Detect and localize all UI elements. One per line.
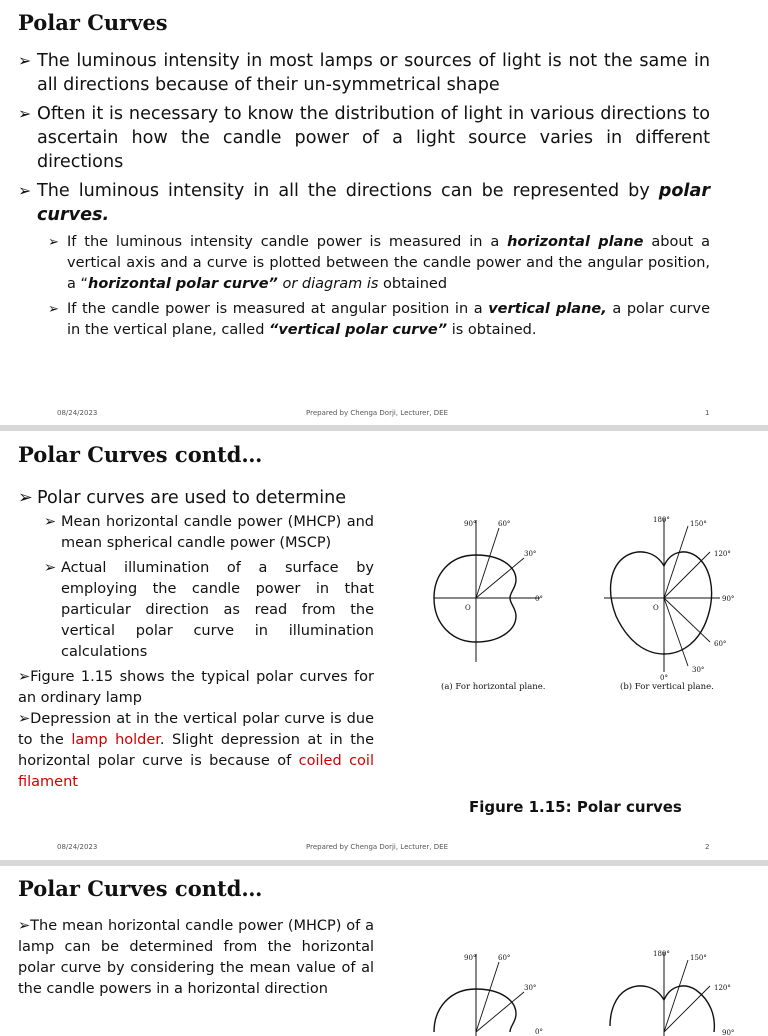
svg-text:0°: 0° [535,595,543,603]
slide-title: Polar Curves [18,10,168,35]
svg-text:60°: 60° [498,520,511,528]
svg-text:120°: 120° [714,984,731,992]
svg-text:60°: 60° [714,640,727,648]
svg-text:150°: 150° [690,954,707,962]
slide-2 [0,432,768,860]
svg-text:O: O [653,604,659,612]
svg-text:0°: 0° [660,674,668,682]
vertical-polar-curve [604,516,734,682]
sub-bullet-item: ➢ Mean horizontal candle power (MHCP) and mean spherical candle power (MSCP) [44,514,374,551]
footer-date: 08/24/2023 [57,409,98,417]
bullet-item: ➢Figure 1.15 shows the typical polar curves for an ordinary lamp [18,669,374,706]
arrow-bullet-icon: ➢ [18,711,31,727]
bullet-item: ➢Depression at in the vertical polar curve is due to the lamp holder. Slight depression at in the horizontal polar curve is because of coiled coil filament [18,711,374,790]
svg-text:90°: 90° [464,520,477,528]
slide-3 [0,866,768,1036]
footer-author: Prepared by Chenga Dorji, Lecturer, DEE [306,843,448,851]
sub-bullet-list [18,232,710,341]
svg-text:90°: 90° [464,954,477,962]
svg-text:60°: 60° [498,954,511,962]
svg-text:O: O [465,604,471,612]
bullet-list [18,49,710,345]
arrow-bullet-icon: ➢ [18,181,32,200]
sub-bullet-item: ➢ If the luminous intensity candle power is measured in a horizontal plane about a vertical axis and a curve is plotted between the candle power and the angular position, a “horizontal polar curve” or diagram is obtained [48,234,710,292]
arrow-bullet-icon: ➢ [18,104,32,123]
slide-1 [0,0,768,425]
arrow-bullet-icon: ➢ [48,302,59,317]
svg-text:30°: 30° [692,666,705,674]
svg-text:90°: 90° [722,595,735,603]
arrow-bullet-icon: ➢ [48,235,59,250]
figure-subcaption-b: (b) For vertical plane. [620,682,714,692]
bullet-item: ➢ Polar curves are used to determine [18,488,347,508]
footer-date: 08/24/2023 [57,843,98,851]
bullet-item: ➢The mean horizontal candle power (MHCP) of a lamp can be determined from the horizontal polar curve by considering the mean value of al the candle powers in a horizontal direction [18,918,374,997]
bullet-item: ➢ Often it is necessary to know the distribution of light in various directions to ascertain how the candle power of a light source varies in different directions [18,104,710,172]
svg-text:150°: 150° [690,520,707,528]
svg-text:90°: 90° [722,1029,735,1036]
svg-text:180°: 180° [653,516,670,524]
horizontal-polar-curve [434,520,543,662]
sub-bullet-item: ➢ Actual illumination of a surface by employing the candle power in that particular direction as read from the vertical polar curve in illumination calculations [44,560,374,660]
slide-title: Polar Curves contd… [18,442,263,467]
polar-curves-figure [420,512,750,692]
arrow-bullet-icon: ➢ [18,918,31,934]
arrow-bullet-icon: ➢ [18,669,31,685]
slide-divider [0,425,768,431]
bullet-item: ➢ The luminous intensity in all the directions can be represented by polar curves. [18,181,710,225]
svg-text:30°: 30° [524,550,537,558]
polar-curves-figure-partial [420,946,750,1036]
figure-subcaption-a: (a) For horizontal plane. [441,682,546,692]
svg-text:120°: 120° [714,550,731,558]
arrow-bullet-icon: ➢ [18,488,33,508]
sub-bullet-list [18,512,374,663]
arrow-bullet-icon: ➢ [18,51,32,70]
svg-text:30°: 30° [524,984,537,992]
svg-text:180°: 180° [653,950,670,958]
slide-title: Polar Curves contd… [18,876,263,901]
arrow-bullet-icon: ➢ [44,514,57,530]
bullet-item: ➢ The luminous intensity in most lamps or sources of light is not the same in all directions because of their un-symmetrical shape [18,51,710,95]
arrow-bullet-icon: ➢ [44,560,57,576]
sub-bullet-item: ➢ If the candle power is measured at angular position in a vertical plane, a polar curve in the vertical plane, called “vertical polar curve” is obtained. [48,301,710,338]
text-column [18,486,374,797]
figure-caption: Figure 1.15: Polar curves [469,798,682,816]
footer-page-number: 2 [705,843,710,851]
footer-page-number: 1 [705,409,710,417]
svg-text:0°: 0° [535,1028,543,1036]
footer-author: Prepared by Chenga Dorji, Lecturer, DEE [306,409,448,417]
